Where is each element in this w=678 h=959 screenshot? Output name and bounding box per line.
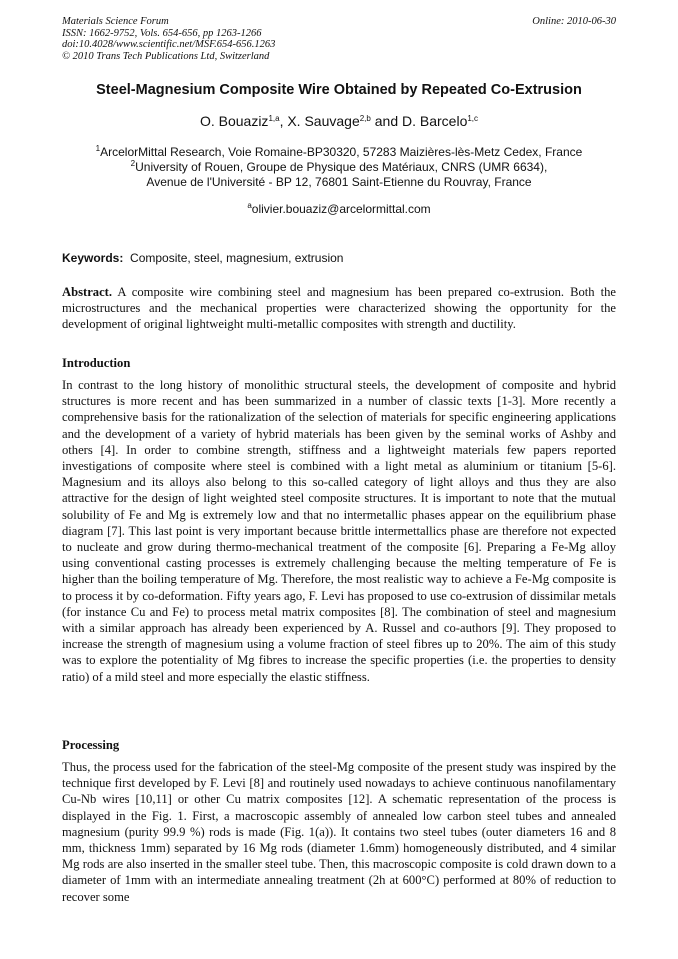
corresponding-email: $^a$olivier.bouaziz@arcelormittal.com bbox=[247, 201, 431, 216]
affiliation-mark: 2 bbox=[130, 159, 136, 169]
journal-header bbox=[62, 16, 275, 62]
journal-issn: ISSN: 1662-9752, Vols. 654-656, pp 1263-1266 bbox=[62, 27, 262, 39]
affiliation-line: $^1$ArcelorMittal Research, Voie Romaine-BP30320, 57283 Maizières-lès-Metz Cedex, France bbox=[95, 144, 583, 159]
author-affiliation-mark: 1,c bbox=[467, 114, 479, 123]
author-affiliation-mark: 1,a bbox=[268, 114, 280, 123]
keywords-text: Composite, steel, magnesium, extrusion bbox=[130, 251, 344, 265]
abstract-text: A composite wire combining steel and magnesium has been prepared co-extrusion. Both the microstructures and the mechanical properties were characterized showing the opportunity for the development of original lightweight multi-metallic composites with strength and ductility. bbox=[62, 285, 616, 332]
author-affiliation-mark: 2,b bbox=[359, 114, 371, 123]
affiliation-line: Avenue de l'Université - BP 12, 76801 Saint-Etienne du Rouvray, France bbox=[146, 175, 532, 190]
email-mark: a bbox=[247, 201, 252, 210]
introduction-heading: Introduction bbox=[62, 356, 131, 370]
journal-copyright: © 2010 Trans Tech Publications Ltd, Switzerland bbox=[62, 50, 270, 62]
author-name: O. Bouaziz bbox=[199, 113, 269, 129]
paper-title: Steel-Magnesium Composite Wire Obtained by Repeated Co-Extrusion bbox=[96, 82, 582, 98]
author-name: D. Barcelo bbox=[402, 113, 468, 129]
journal-name: Materials Science Forum bbox=[62, 16, 169, 27]
affiliation-list bbox=[0, 145, 678, 191]
processing-heading: Processing bbox=[62, 738, 120, 752]
affiliation-line: $^2$University of Rouen, Groupe de Physique des Matériaux, CNRS (UMR 6634), bbox=[130, 159, 548, 175]
keywords-label: Keywords: bbox=[62, 251, 124, 265]
abstract bbox=[62, 284, 616, 333]
affiliation-mark: 1 bbox=[95, 144, 101, 153]
author-separator: and bbox=[370, 113, 402, 129]
introduction-text: In contrast to the long history of monolithic structural steels, the development of composite and hybrid structures is more recent and has been summarized in a number of classic texts [1-3]. More recently a comprehensive basis for the rationalization of the selection of materials for specific engineering applications and the development of a variety of hybrid materials has been given by the seminal works of Ashby and others [4]. In order to combine strength, stiffness and a lightweight materials few papers reported investigations of composite where steel is combined with a light metal as aluminium or titanium [5-6]. Magnesium and its alloys also belong to this so-called category of light alloys and thus they are also attractive for the design of light weighted steel composite structures. It is important to note that the mutual solubility of Fe and Mg is extremely low and that no intermetallic phases appear on the equilibrium phase diagram [7]. This last point is very important because brittle intermettallics phase are therefore not expected to nucleate and grow during thermo-mechanical treatment of the composite [6]. Preparing a Fe-Mg alloy using conventional casting processes is extremely challenging because the melting temperature of Fe is higher than the boiling temperature of Mg. Therefore, the most realistic way to achieve a Fe-Mg composite is to process it by co-deformation. Fifty years ago, F. Levi has proposed to use co-extrusion of dissimilar metals (for instance Cu and Fe) to process metal matrix composites [8]. The combination of steel and magnesium with a similar approach has already been experienced by A. Russel and co-authors [9]. They proposed to increase the strength of magnesium using a volume fraction of steel fibres up to 20%. The aim of this study was to explore the potentiality of Mg fibres to increase the specific properties (i.e. the properties to density ratio) of a mild steel and more especially the elastic stiffness. bbox=[62, 378, 616, 684]
abstract-label: Abstract. bbox=[62, 285, 113, 299]
processing-text: Thus, the process used for the fabrication of the steel-Mg composite of the present study was inspired by the technique first developed by F. Levi [8] and routinely used nowadays to achieve continuous nanofilamentary Cu-Nb wires [10,11] or other Cu matrix composites [12]. A schematic representation of the process is displayed in the Fig. 1. First, a macroscopic assembly of annealed low carbon steel tubes and annealed magnesium (purity 99.9 %) rods is made (Fig. 1(a)). It contains two steel tubes (outer diameters 16 and 8 mm, thickness 1mm) separated by 16 Mg rods (diameter 1.6mm) homogeneously distributed, and 4 similar Mg rods are also inserted in the smaller steel tube. Then, this macroscopic composite is cold drawn down to a diameter of 1mm with an intermediate annealing treatment (2h at 600°C) performed at 80% of reduction to recover some bbox=[62, 760, 616, 904]
journal-doi: doi:10.4028/www.scientific.net/MSF.654-656.1263 bbox=[62, 39, 276, 50]
author-list bbox=[0, 113, 678, 129]
author-separator: , bbox=[279, 113, 288, 129]
online-date: Online: 2010-06-30 bbox=[532, 16, 616, 27]
keywords bbox=[62, 251, 343, 265]
author-name: X. Sauvage bbox=[287, 113, 360, 129]
